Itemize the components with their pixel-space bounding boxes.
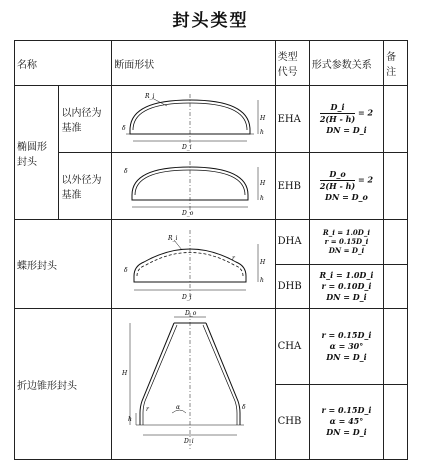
ellip-inner-basis: 以内径为基准 xyxy=(59,86,112,153)
frac-numerator: D_o xyxy=(320,169,355,181)
label-di: D_i xyxy=(182,144,192,151)
ellip-inner-code: EHA xyxy=(275,86,309,153)
ellip-outer-note xyxy=(384,153,408,220)
disc-a-note xyxy=(384,220,408,265)
frac-numerator: D_i xyxy=(320,102,355,114)
disc-name: 蝶形封头 xyxy=(15,220,112,309)
cone-a-note xyxy=(384,309,408,385)
label-ri: R_i xyxy=(168,235,178,242)
cone-b-note xyxy=(384,384,408,460)
header-name: 名称 xyxy=(15,41,112,86)
header-row xyxy=(15,41,408,86)
conical-head-diagram xyxy=(112,309,270,459)
ellipsoidal-head-inner-diagram xyxy=(112,86,270,152)
table-row-cha xyxy=(15,309,408,385)
cone-a-line1: r = 0.15D_i xyxy=(321,329,372,340)
disc-a-line3: DN = D_i xyxy=(328,246,365,256)
label-di: D_i xyxy=(182,294,192,301)
head-types-table xyxy=(14,40,408,460)
label-ri: R_i xyxy=(145,93,155,100)
ellip-outer-figure xyxy=(112,153,275,220)
label-delta: δ xyxy=(122,125,126,132)
label-h-small: h xyxy=(260,195,265,202)
ellip-inner-note xyxy=(384,86,408,153)
header-type: 类型代号 xyxy=(275,41,309,86)
label-delta: δ xyxy=(124,267,128,274)
label-h-small: h xyxy=(128,416,133,423)
ellip-outer-basis: 以外径为基准 xyxy=(59,153,112,220)
frac-tail: = 2 xyxy=(358,107,374,118)
cone-b-line2: α = 45° xyxy=(329,416,364,427)
page-title: 封头类型 xyxy=(172,11,249,31)
cone-figure xyxy=(112,309,275,460)
dn-relation: DN = D_o xyxy=(325,192,368,202)
disc-figure xyxy=(112,220,275,309)
disc-b-formula xyxy=(309,264,383,309)
frac-denominator: 2(H - h) xyxy=(319,114,356,124)
disc-b-note xyxy=(384,264,408,309)
cone-name: 折边锥形封头 xyxy=(15,309,112,460)
label-h-small: h xyxy=(260,277,265,284)
disc-a-code: DHA xyxy=(275,220,309,265)
label-r: r xyxy=(232,255,236,262)
ellip-name: 椭圆形封头 xyxy=(15,86,59,220)
disc-b-line1: R_i = 1.0D_i xyxy=(319,269,374,280)
cone-a-line3: DN = D_i xyxy=(326,351,367,362)
dn-relation: DN = D_i xyxy=(326,125,367,135)
frac-denominator: 2(H - h) xyxy=(319,181,356,191)
table-row-ehb xyxy=(15,153,408,220)
header-formula: 形式参数关系 xyxy=(309,41,383,86)
torispherical-head-diagram xyxy=(112,220,270,308)
label-di: D_i xyxy=(184,438,194,445)
table-row-dha xyxy=(15,220,408,265)
label-h: H xyxy=(260,180,266,187)
label-h: H xyxy=(122,370,128,377)
ellipsoidal-head-outer-diagram xyxy=(112,153,270,219)
cone-b-line3: DN = D_i xyxy=(326,427,367,438)
label-h: H xyxy=(260,115,266,122)
disc-a-formula xyxy=(309,220,383,265)
cone-a-formula xyxy=(309,309,383,385)
table-row-eha xyxy=(15,86,408,153)
disc-a-line1: R_i = 1.0D_i xyxy=(322,228,370,238)
cone-a-code: CHA xyxy=(275,309,309,385)
disc-b-line2: r = 0.10D_i xyxy=(321,280,372,291)
ellip-outer-formula xyxy=(309,153,383,220)
ellip-outer-code: EHB xyxy=(275,153,309,220)
frac-tail: = 2 xyxy=(358,174,374,185)
label-r: r xyxy=(146,406,150,413)
label-delta: δ xyxy=(124,168,128,175)
cone-b-line1: r = 0.15D_i xyxy=(321,405,372,416)
label-h: H xyxy=(260,259,266,266)
label-delta: δ xyxy=(242,404,246,411)
label-alpha: α xyxy=(176,404,181,411)
disc-b-line3: DN = D_i xyxy=(326,291,367,302)
label-do: D_o xyxy=(185,310,197,317)
header-shape: 断面形状 xyxy=(112,41,275,86)
cone-b-formula xyxy=(309,384,383,460)
cone-b-code: CHB xyxy=(275,384,309,460)
label-do: D_o xyxy=(182,210,194,217)
label-h-small: h xyxy=(260,129,265,136)
disc-b-code: DHB xyxy=(275,264,309,309)
ellip-inner-formula xyxy=(309,86,383,153)
disc-a-line2: r = 0.15D_i xyxy=(324,237,369,247)
ellip-inner-figure xyxy=(112,86,275,153)
header-note: 备注 xyxy=(384,41,408,86)
cone-a-line2: α = 30° xyxy=(329,340,364,351)
